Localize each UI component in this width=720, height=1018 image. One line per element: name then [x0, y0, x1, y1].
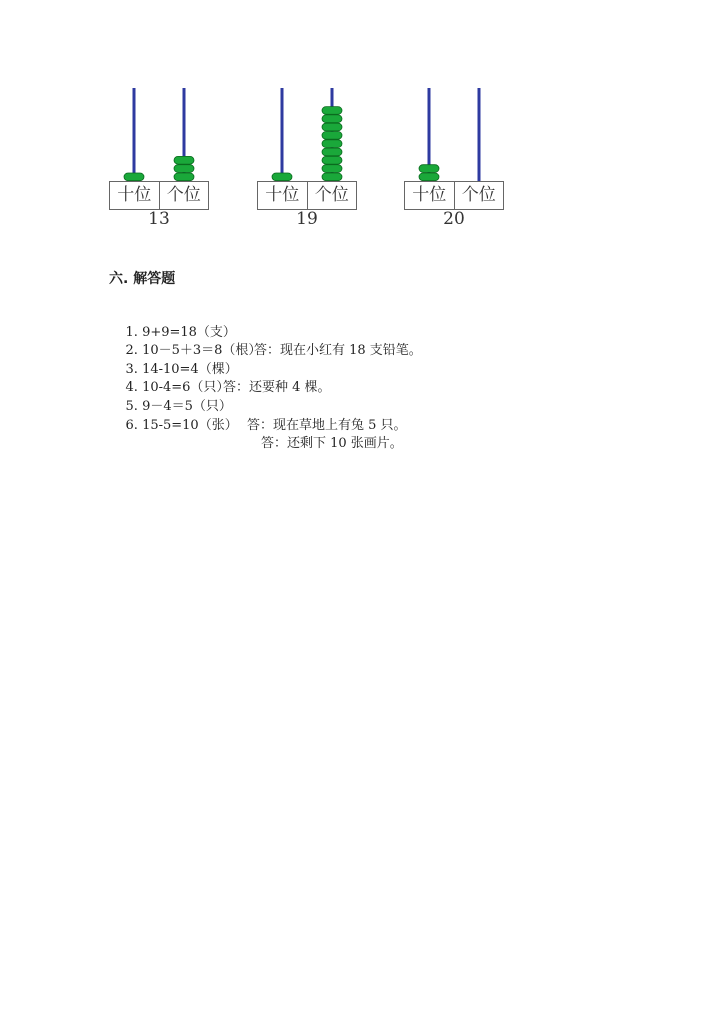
equation: 1. 9+9=18（支） [125, 324, 236, 340]
ones-bead [322, 173, 342, 181]
ones-bead [322, 107, 342, 115]
ones-bead [174, 165, 194, 173]
ones-bead [174, 156, 194, 164]
ones-bead [322, 123, 342, 131]
ones-bead [322, 115, 342, 123]
answer-reply: 答：还要种 4 棵。 [223, 380, 331, 396]
answer-reply: 答：现在小红有 18 支铅笔。 [254, 343, 422, 359]
place-value-labels [257, 181, 357, 210]
equation: 5. 9－4＝5（只） [125, 398, 232, 414]
ones-bead [322, 132, 342, 140]
answer-list [109, 305, 422, 452]
section-title: 六. 解答题 [109, 271, 176, 287]
answer-reply: 答：还剩下 10 张画片。 [261, 436, 403, 452]
abacus-value: 20 [443, 209, 465, 229]
ones-label: 个位 [159, 182, 209, 209]
abacus-20 [404, 86, 504, 231]
tens-bead [124, 173, 144, 181]
answer-reply: 答：现在草地上有兔 5 只。 [247, 417, 407, 433]
abacus-value: 19 [296, 209, 318, 229]
ones-label: 个位 [307, 182, 357, 209]
abacus-19 [257, 86, 357, 231]
place-value-labels [404, 181, 504, 210]
equation: 4. 10-4=6（只） [125, 380, 230, 396]
ones-label: 个位 [454, 182, 504, 209]
equation: 6. 15-5=10（张） [125, 417, 238, 433]
tens-bead [419, 173, 439, 181]
tens-label: 十位 [412, 185, 447, 205]
tens-bead [419, 165, 439, 173]
ones-bead [322, 156, 342, 164]
abacus-value: 13 [148, 209, 170, 229]
tens-label: 十位 [265, 185, 300, 205]
ones-bead [322, 165, 342, 173]
place-value-labels [109, 181, 209, 210]
tens-bead [272, 173, 292, 181]
equation: 2. 10－5＋3＝8（根） [125, 343, 262, 359]
equation: 3. 14-10=4（棵） [125, 361, 238, 377]
ones-bead [174, 173, 194, 181]
abacus-13 [109, 86, 209, 231]
tens-label: 十位 [117, 185, 152, 205]
ones-bead [322, 140, 342, 148]
ones-bead [322, 148, 342, 156]
